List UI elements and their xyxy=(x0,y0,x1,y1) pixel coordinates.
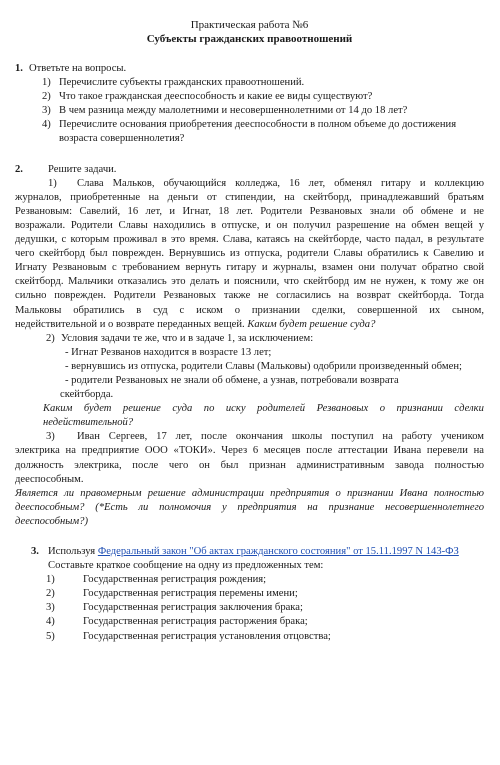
question-word: о xyxy=(379,403,386,415)
topic-text: Государственная регистрация рождения; xyxy=(83,574,267,586)
problem-1 xyxy=(15,177,484,332)
topic-item xyxy=(15,587,484,601)
question-item xyxy=(15,104,484,118)
topic-text: Государственная регистрация перемены имени; xyxy=(83,588,298,600)
question-word: будет xyxy=(83,403,112,415)
question-number: 4) xyxy=(42,119,51,131)
problem-1-line: Мальковы обратились в суд с иском о признании сделки, совершенной их сыном, xyxy=(15,304,484,316)
question-word: суда xyxy=(172,403,193,415)
problem-1-line: Резвановым: Савелий, 16 лет, и Игнат, 18 лет. Родители Резвановых знали об обмене и не xyxy=(15,205,484,217)
document-subtitle: Субъекты гражданских правоотношений xyxy=(146,33,353,45)
problem-1-line: журналов, приобретенные на деньги от стипендии, на скейтборд, принадлежавший братьям xyxy=(15,191,484,203)
problem-1-line: Слава Мальков, обучающийся колледжа, 16 лет, обменял гитару и коллекцию xyxy=(77,177,484,189)
question-text: Перечислите основания приобретения дееспособности в полном объеме до достижения xyxy=(59,119,457,131)
problem-1-line: скейтборд. Мальчики отказались это делать и пояснили, что скейтборд им не нужен, к тому же он xyxy=(15,276,484,288)
question-word: сделки xyxy=(454,403,484,415)
question-word: родителей xyxy=(257,403,306,415)
topic-item xyxy=(15,601,484,615)
question-number: 2) xyxy=(42,91,51,103)
problem-1-line: чего скейтборд был поврежден. Вернувшись из отпуска, родители Славы обратились к Савелию и xyxy=(15,248,484,260)
question-text: Перечислите субъекты гражданских правоотношений. xyxy=(59,77,305,89)
problem-3-number: 3) xyxy=(46,431,55,443)
task-1-question-list xyxy=(15,76,484,146)
problem-1-line: дедушки, с которым проживал в это время. Слава, катаясь на скейтборде, часто падал, в результате xyxy=(15,234,484,246)
problem-2-number: 2) xyxy=(46,332,55,344)
task-3-topic-list xyxy=(15,573,484,643)
question-text: возраста совершеннолетия? xyxy=(59,133,185,145)
topic-number: 5) xyxy=(46,630,55,642)
problem-2-question-end: недействительной? xyxy=(43,417,134,429)
question-word: по xyxy=(203,403,215,415)
question-item xyxy=(15,118,484,132)
exception-item: - вернувшись из отпуска, родители Славы (Мальковы) одобрили произведенный обмен; xyxy=(65,360,462,372)
topic-number: 3) xyxy=(46,602,55,614)
topic-text: Государственная регистрация заключения брака; xyxy=(83,602,303,614)
problem-1-line: Игнату Резвановым с требованием вернуть гитару и журналы, взамен они получат обратно свой xyxy=(15,262,484,274)
question-text: В чем разница между малолетними и несовершеннолетними от 14 до 18 лет? xyxy=(59,105,408,117)
task-3-number: 3. xyxy=(31,546,39,557)
document-header xyxy=(15,18,484,46)
task-3-prefix: Используя xyxy=(48,546,98,557)
task-1-number: 1. xyxy=(15,63,23,74)
task-3-instruction: Составьте краткое сообщение на одну из предложенных тем: xyxy=(48,560,324,572)
document-title: Практическая работа №6 xyxy=(190,19,309,31)
task-1 xyxy=(15,62,484,147)
question-word: иску xyxy=(225,403,246,415)
problem-2-exceptions xyxy=(15,346,484,388)
question-item xyxy=(15,90,484,104)
problem-2 xyxy=(15,332,484,431)
question-word: признании xyxy=(396,403,443,415)
question-item xyxy=(15,76,484,90)
topic-item xyxy=(15,573,484,587)
federal-law-link[interactable]: Федеральный закон "Об актах гражданского состояния" от 15.11.1997 N 143-ФЗ xyxy=(97,546,459,557)
topic-number: 1) xyxy=(46,574,55,586)
task-2-number: 2. xyxy=(15,163,23,175)
problem-3-last: дееспособным. xyxy=(15,473,84,485)
problem-3-question-end: дееспособным?) xyxy=(15,515,88,527)
problem-1-line: возражали. Родители Славы находились в отпуске, и он получил разрешение на обмен вещей у xyxy=(15,219,484,231)
problem-1-last-line: недействительной и о возврате переданных вещей. Каким будет решение суда? xyxy=(15,318,376,330)
exception-item: - Игнат Резванов находится в возрасте 13 лет; xyxy=(65,346,272,358)
task-1-heading: Ответьте на вопросы. xyxy=(29,63,127,74)
question-word: решение xyxy=(122,403,161,415)
question-text: Что такое гражданская дееспособность и какие ее виды существуют? xyxy=(59,91,373,103)
problem-3-line: Иван Сергеев, 17 лет, после окончания школы поступил на работу учеником xyxy=(77,431,484,443)
question-number: 1) xyxy=(42,77,51,89)
task-3 xyxy=(15,545,484,644)
problem-3-line: электрика на предприятие ООО «ТОКИ». Через 6 месяцев после аттестации Ивана перевели на xyxy=(15,445,484,457)
problem-2-tail: скейтборда. xyxy=(60,389,114,401)
question-word: Каким xyxy=(43,403,73,415)
problem-2-heading: Условия задачи те же, что и в задаче 1, за исключением: xyxy=(61,332,314,344)
problem-3-line: должность электрика, после чего он был признан административным завода полностью xyxy=(15,459,484,471)
topic-text: Государственная регистрация установления отцовства; xyxy=(83,630,331,642)
problem-3-question-line: Является ли правомерным решение администрации предприятия о признании Ивана полностью xyxy=(15,487,484,499)
question-number: 3) xyxy=(42,105,51,117)
problem-1-question: Каким будет решение суда? xyxy=(247,318,376,330)
problem-2-question xyxy=(15,402,484,416)
topic-number: 2) xyxy=(46,588,55,600)
topic-text: Государственная регистрация расторжения брака; xyxy=(83,616,308,628)
task-2-heading: Решите задачи. xyxy=(48,163,117,175)
problem-1-number: 1) xyxy=(48,177,57,189)
topic-number: 4) xyxy=(46,616,55,628)
question-item xyxy=(15,132,484,146)
topic-item xyxy=(15,615,484,629)
problem-3 xyxy=(15,430,484,529)
problem-3-question-line: дееспособным? (*Есть ли полномочия у предприятия на признание несовершеннолетнего xyxy=(15,501,484,513)
topic-item xyxy=(15,630,484,644)
problem-3-question xyxy=(15,487,484,515)
problem-1-line: сильно поврежден. Родители Резвановых также не согласились на возврат скейтборда. Тогда xyxy=(15,290,484,302)
question-word: Резвановых xyxy=(316,403,369,415)
exception-item: - родители Резвановых не знали об обмене, а узнав, потребовали возврата xyxy=(65,374,399,386)
task-2 xyxy=(15,163,484,529)
